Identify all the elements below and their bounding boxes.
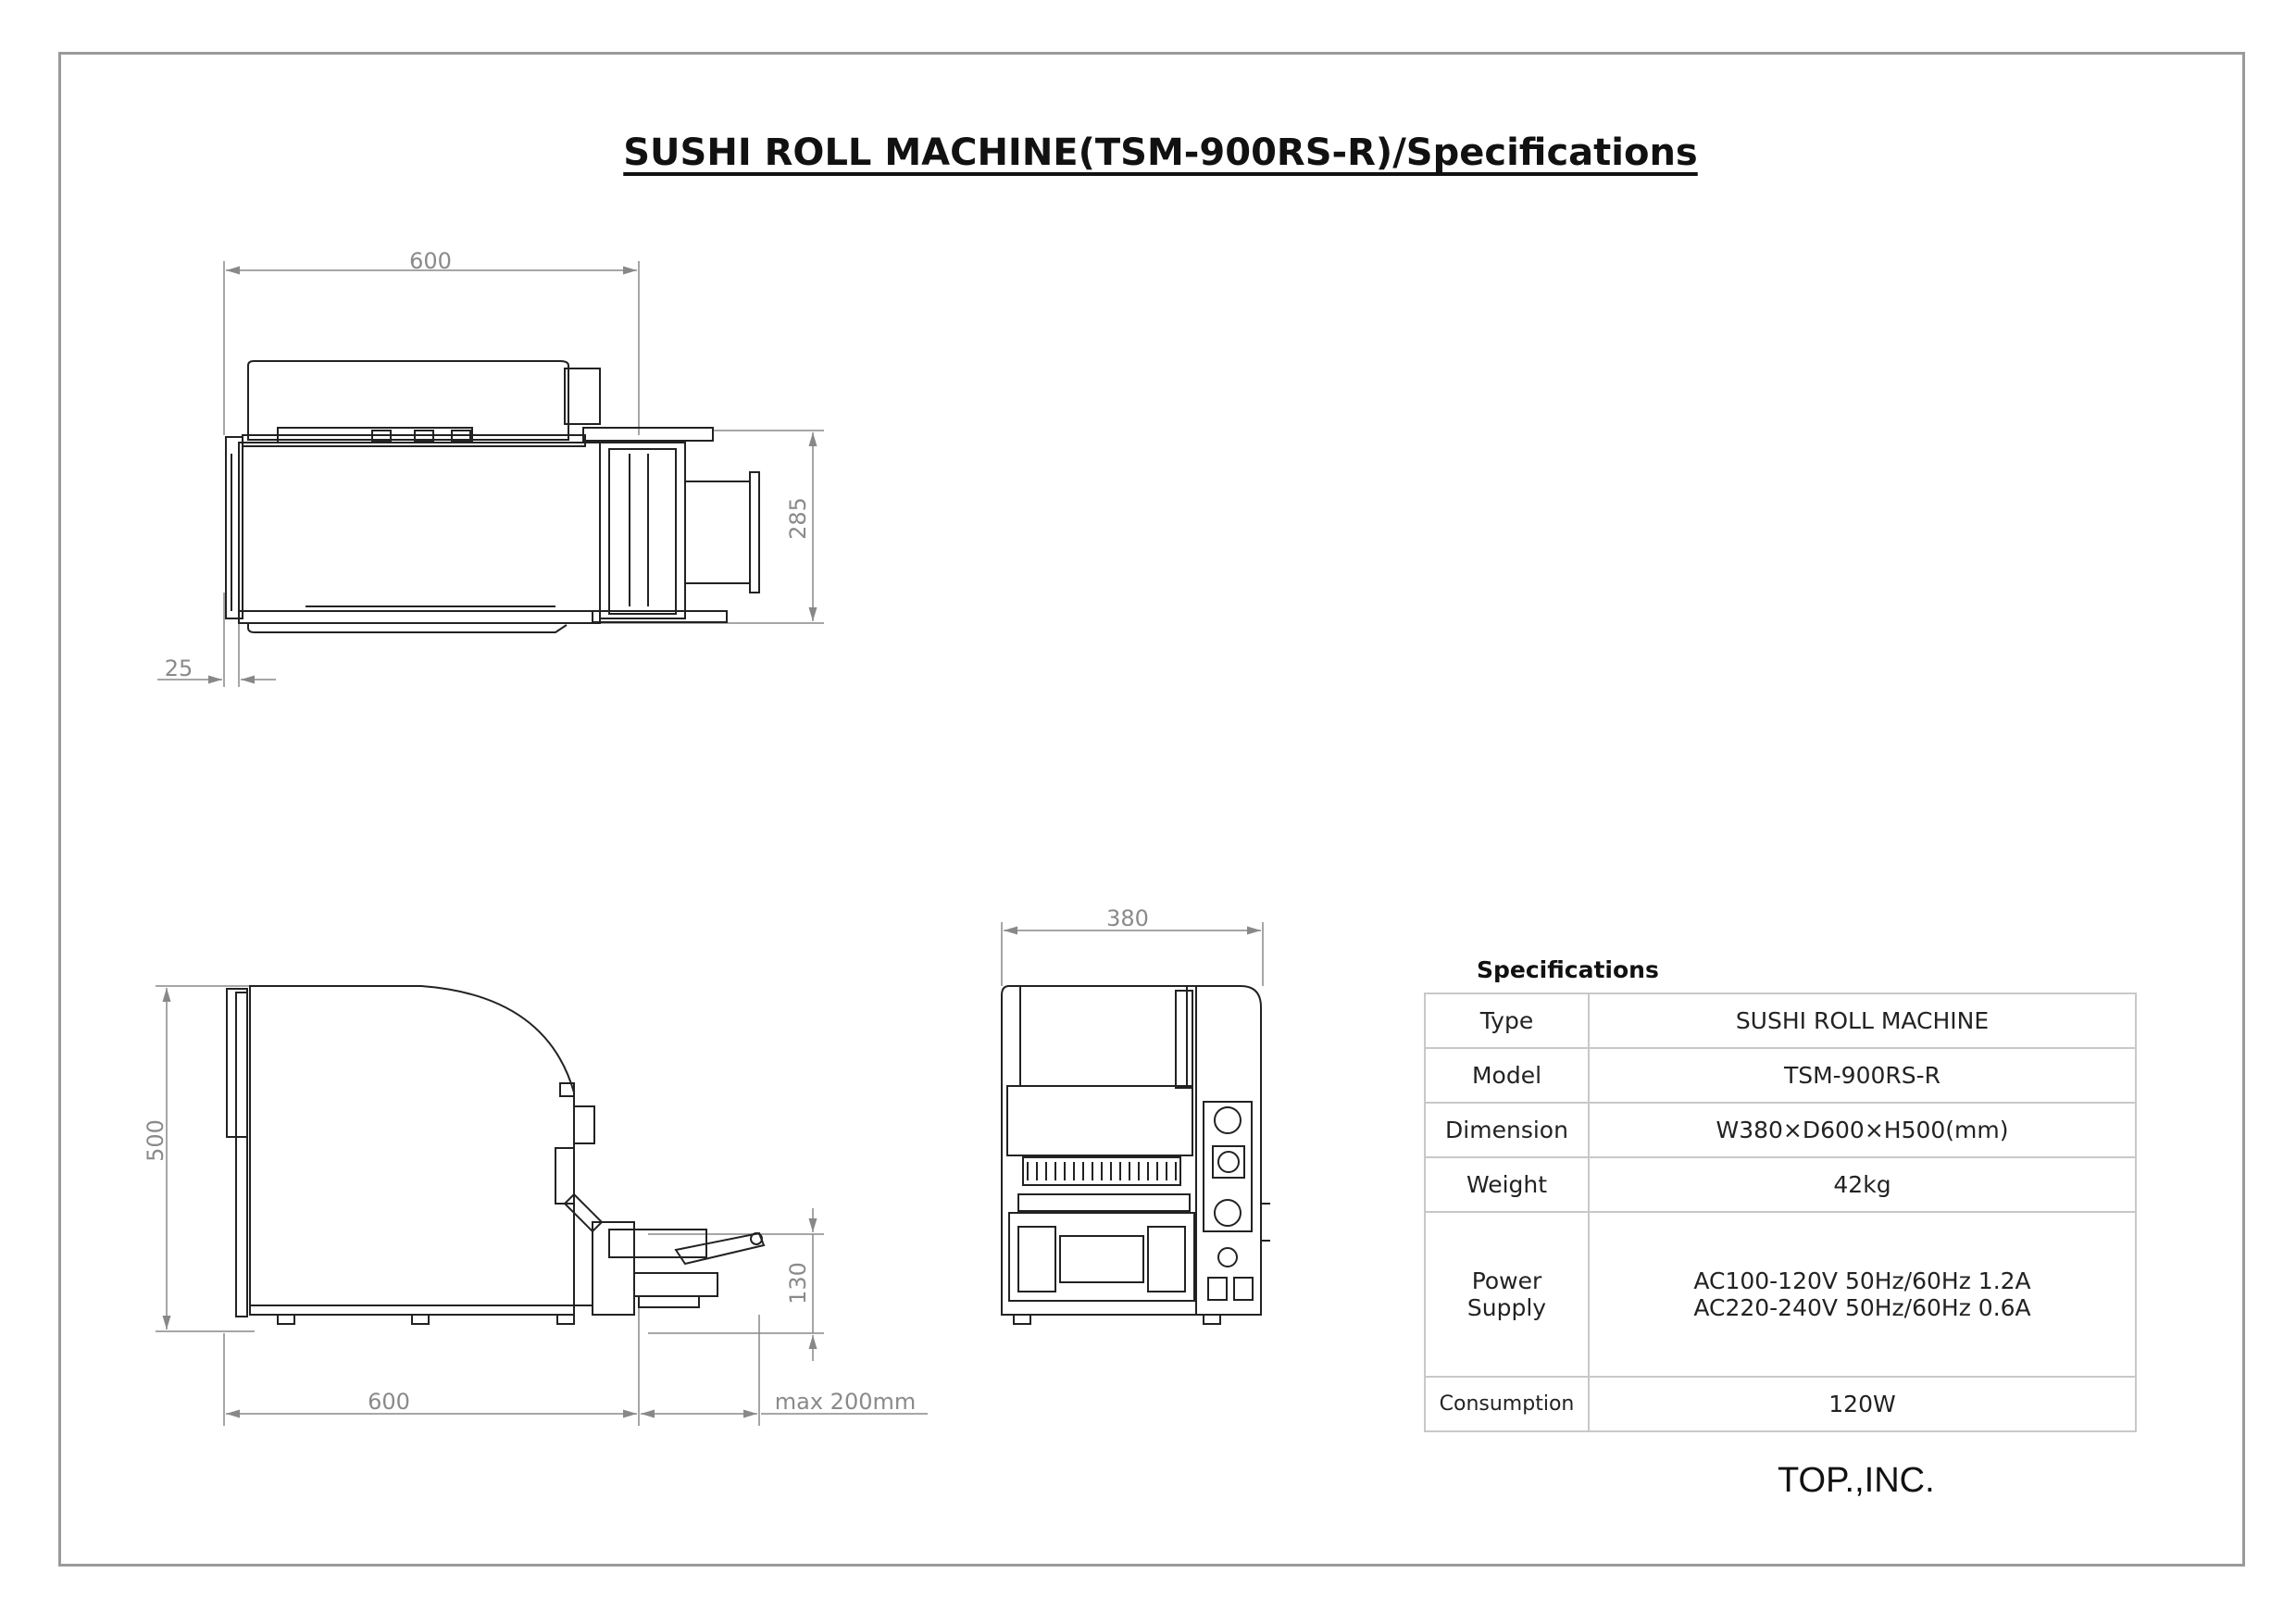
spec-label: Type xyxy=(1425,993,1589,1048)
spec-label-line: Supply xyxy=(1466,1294,1547,1321)
dim-top-width: 600 xyxy=(409,248,452,274)
spec-value xyxy=(1589,1212,2136,1377)
dim-side-tray-height: 130 xyxy=(785,1262,811,1305)
side-view xyxy=(156,986,928,1426)
table-row xyxy=(1425,1103,2136,1157)
table-row xyxy=(1425,1212,2136,1377)
dim-side-width: 600 xyxy=(368,1389,410,1415)
table-row xyxy=(1425,1157,2136,1212)
top-view xyxy=(157,261,824,687)
front-view xyxy=(1002,922,1270,1324)
table-row xyxy=(1425,993,2136,1048)
spec-value-line: AC220-240V 50Hz/60Hz 0.6A xyxy=(1693,1294,2031,1321)
spec-value: TSM-900RS-R xyxy=(1589,1048,2136,1103)
dim-side-height: 500 xyxy=(143,1119,168,1162)
spec-label-line: Power xyxy=(1471,1267,1542,1294)
spec-label xyxy=(1425,1212,1589,1377)
dim-side-extension: max 200mm xyxy=(774,1389,917,1415)
spec-value: 42kg xyxy=(1589,1157,2136,1212)
spec-label: Dimension xyxy=(1425,1103,1589,1157)
dim-top-height: 285 xyxy=(785,497,811,540)
page-title: SUSHI ROLL MACHINE(TSM-900RS-R)/Specifications xyxy=(623,131,1698,174)
table-row xyxy=(1425,1048,2136,1103)
specifications-table xyxy=(1424,993,2137,1432)
company-name: TOP.,INC. xyxy=(1778,1461,1935,1500)
spec-value-line: AC100-120V 50Hz/60Hz 1.2A xyxy=(1693,1267,2031,1294)
specifications-heading: Specifications xyxy=(1477,956,1659,983)
table-row xyxy=(1425,1377,2136,1431)
spec-label: Consumption xyxy=(1425,1377,1589,1431)
spec-label: Weight xyxy=(1425,1157,1589,1212)
spec-label: Model xyxy=(1425,1048,1589,1103)
spec-value: W380×D600×H500(mm) xyxy=(1589,1103,2136,1157)
dim-top-offset: 25 xyxy=(164,655,193,681)
dim-front-width: 380 xyxy=(1106,905,1149,931)
spec-value: SUSHI ROLL MACHINE xyxy=(1589,993,2136,1048)
spec-value: 120W xyxy=(1589,1377,2136,1431)
